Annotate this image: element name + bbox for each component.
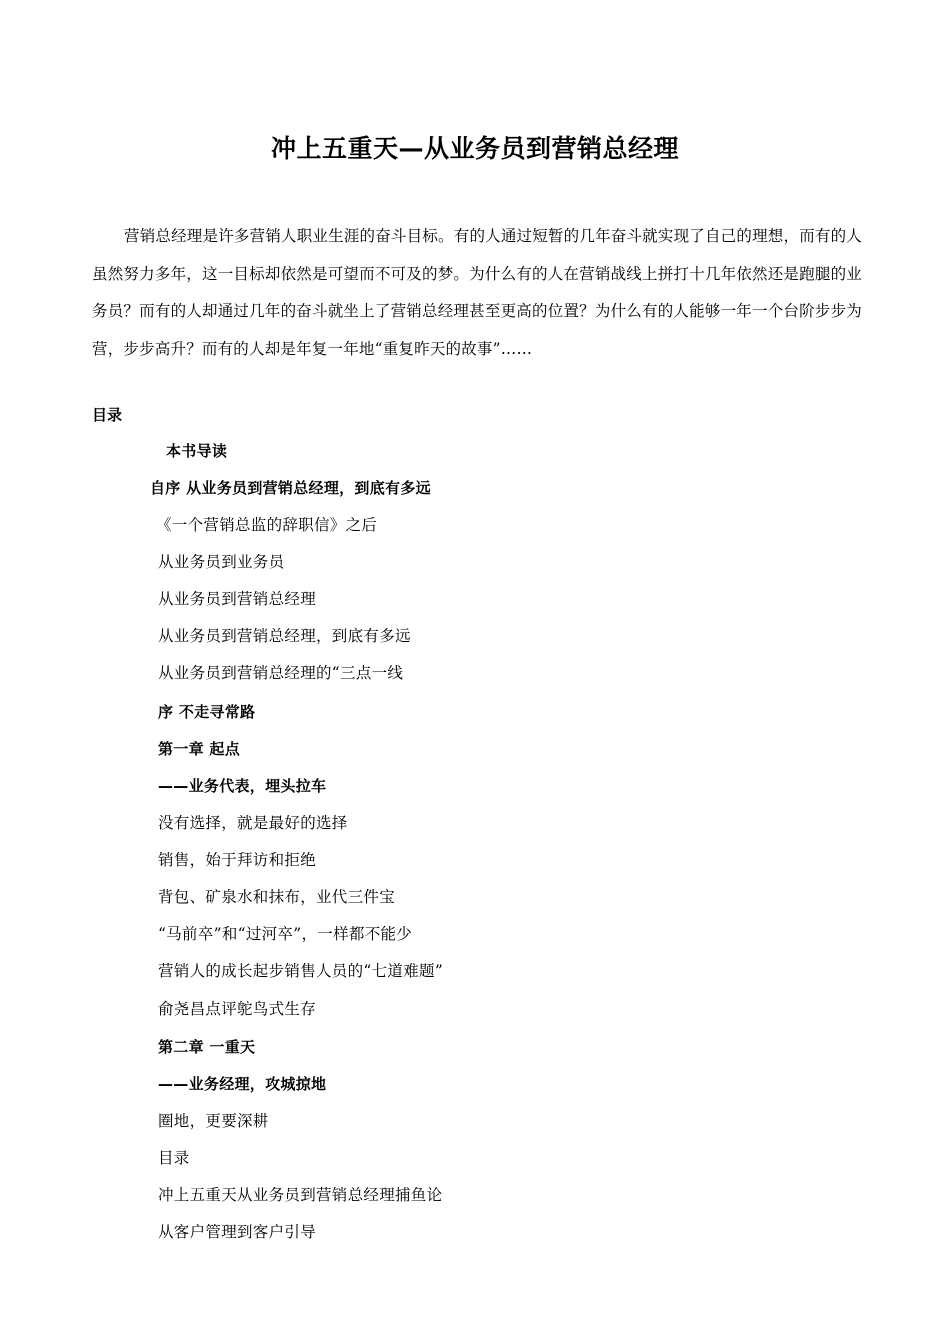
toc-item: “马前卒”和“过河卒”，一样都不能少 [158,925,413,943]
toc-item: 本书导读 [166,442,228,460]
toc-item: 从业务员到营销总经理的“三点一线 [158,664,404,682]
toc-item: 销售，始于拜访和拒绝 [158,851,317,869]
toc-item: 从业务员到业务员 [158,553,285,571]
toc-item: 自序 从业务员到营销总经理，到底有多远 [150,479,431,497]
document-title: 冲上五重天—从业务员到营销总经理 [270,134,679,163]
toc-item: 从业务员到营销总经理 [158,590,317,608]
toc-item: 从业务员到营销总经理，到底有多远 [158,627,411,645]
toc-item: 从客户管理到客户引导 [158,1223,317,1241]
intro-paragraph: 营销总经理是许多营销人职业生涯的奋斗目标。有的人通过短暂的几年奋斗就实现了自己的理想，而有的人虽然努力多年，这一目标却依然是可望而不可及的梦。为什么有的人在营销战线上拼打十几年依然还是跑腿的业务员？而有的人却通过几年的奋斗就坐上了营销总经理甚至更高的位置？为什么有的人能够一年一个台阶步步为营，步步高升？而有的人却是年复一年地“重复昨天的故事”…… [92,227,862,358]
toc-item: 第二章 一重天 [158,1038,256,1056]
toc-item: ——业务代表，埋头拉车 [158,777,327,795]
toc-heading: 目录 [92,406,123,424]
toc-item: 俞尧昌点评鸵鸟式生存 [158,1000,317,1018]
toc-item: 目录 [158,1149,190,1167]
toc-item: 营销人的成长起步销售人员的“七道难题” [158,962,444,980]
toc-item: 冲上五重天从业务员到营销总经理捕鱼论 [158,1186,443,1204]
toc-item: 《一个营销总监的辞职信》之后 [156,516,378,534]
toc-item: 圈地，更要深耕 [158,1112,269,1130]
toc-item: 第一章 起点 [158,740,241,758]
toc-item: 没有选择，就是最好的选择 [158,814,348,832]
toc-item: 背包、矿泉水和抹布，业代三件宝 [158,888,396,906]
toc-item: ——业务经理，攻城掠地 [158,1075,327,1093]
toc-item: 序 不走寻常路 [158,703,256,721]
